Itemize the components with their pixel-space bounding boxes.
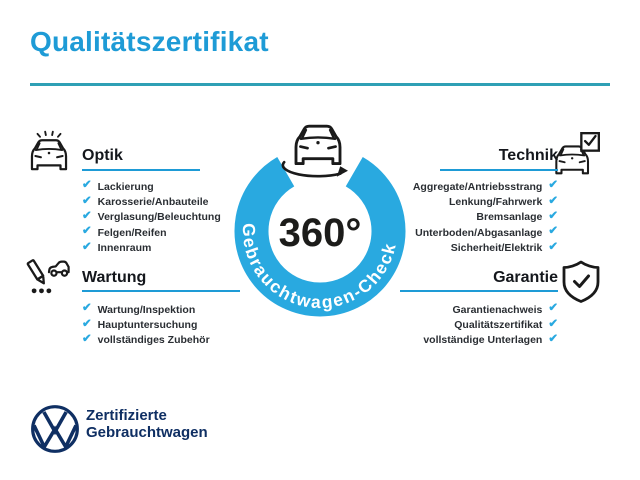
check-item-label: Unterboden/Abgasanlage [415, 226, 543, 239]
check-icon: ✔ [82, 194, 92, 207]
footer-brand-text [86, 407, 208, 441]
check-icon: ✔ [548, 332, 558, 345]
check-item [82, 240, 221, 255]
check-item-label: Hauptuntersuchung [97, 318, 198, 331]
check-item-label: Felgen/Reifen [97, 226, 167, 239]
section-title-technik: Technik [498, 147, 558, 164]
check-icon: ✔ [548, 209, 558, 222]
footer-line2: Gebrauchtwagen [86, 424, 208, 441]
check-item-label: vollständiges Zubehör [97, 334, 210, 347]
check-item [449, 194, 558, 209]
check-item [451, 240, 558, 255]
title-divider [30, 83, 610, 86]
check-item [423, 333, 558, 348]
check-icon: ✔ [548, 225, 558, 238]
shield-check-icon [560, 258, 602, 304]
garantie-check-list [423, 302, 558, 348]
section-title-optik: Optik [82, 147, 123, 164]
check-item-label: Qualitätszertifikat [454, 318, 543, 331]
check-icon: ✔ [548, 240, 558, 253]
check-icon: ✔ [548, 194, 558, 207]
check-icon: ✔ [82, 209, 92, 222]
section-divider-optik [82, 169, 200, 171]
car-shine-icon [26, 128, 72, 178]
check-icon: ✔ [82, 240, 92, 253]
check-item [82, 179, 221, 194]
check-item [82, 210, 221, 225]
check-icon: ✔ [82, 332, 92, 345]
badge-center-label: 360° [278, 211, 362, 255]
check-item [82, 302, 210, 317]
check-item-label: Wartung/Inspektion [97, 303, 196, 316]
check-item-label: Bremsanlage [476, 211, 543, 224]
check-item [452, 302, 558, 317]
ring-label: Gebrauchtwagen-Check [238, 223, 401, 313]
check-item-label: Lenkung/Fahrwerk [449, 195, 543, 208]
check-item-label: vollständige Unterlagen [423, 334, 543, 347]
wartung-check-list [82, 302, 210, 348]
check-item [454, 317, 558, 332]
section-divider-technik [440, 169, 558, 171]
check-item [476, 210, 558, 225]
check-icon: ✔ [82, 302, 92, 315]
check-item-label: Garantienachweis [452, 303, 543, 316]
page-title: Qualitätszertifikat [30, 26, 269, 57]
check-icon: ✔ [548, 302, 558, 315]
optik-check-list [82, 179, 221, 255]
car-360-icon [296, 126, 340, 163]
check-item [82, 317, 210, 332]
service-checklist-icon [25, 253, 71, 299]
section-title-garantie: Garantie [493, 269, 558, 286]
car-checkbox-icon [553, 130, 603, 178]
check-item [413, 179, 558, 194]
badge-ring [239, 172, 400, 313]
check-icon: ✔ [82, 179, 92, 192]
check-item [82, 333, 210, 348]
vw-logo [30, 404, 80, 454]
check-item-label: Aggregate/Antriebsstrang [412, 180, 543, 193]
check-item-label: Innenraum [97, 241, 152, 254]
check-icon: ✔ [82, 225, 92, 238]
technik-check-list [413, 179, 558, 255]
check-item [82, 225, 221, 240]
check-item-label: Lackierung [97, 180, 154, 193]
check-item-label: Karosserie/Anbauteile [97, 195, 209, 208]
check-item [82, 194, 221, 209]
footer-line1: Zertifizierte [86, 407, 167, 424]
360-check-badge [210, 108, 430, 340]
section-title-wartung: Wartung [82, 269, 147, 286]
check-icon: ✔ [548, 179, 558, 192]
check-icon: ✔ [82, 317, 92, 330]
check-icon: ✔ [548, 317, 558, 330]
check-item-label: Sicherheit/Elektrik [450, 241, 543, 254]
check-item [415, 225, 558, 240]
check-item-label: Verglasung/Beleuchtung [97, 211, 221, 224]
